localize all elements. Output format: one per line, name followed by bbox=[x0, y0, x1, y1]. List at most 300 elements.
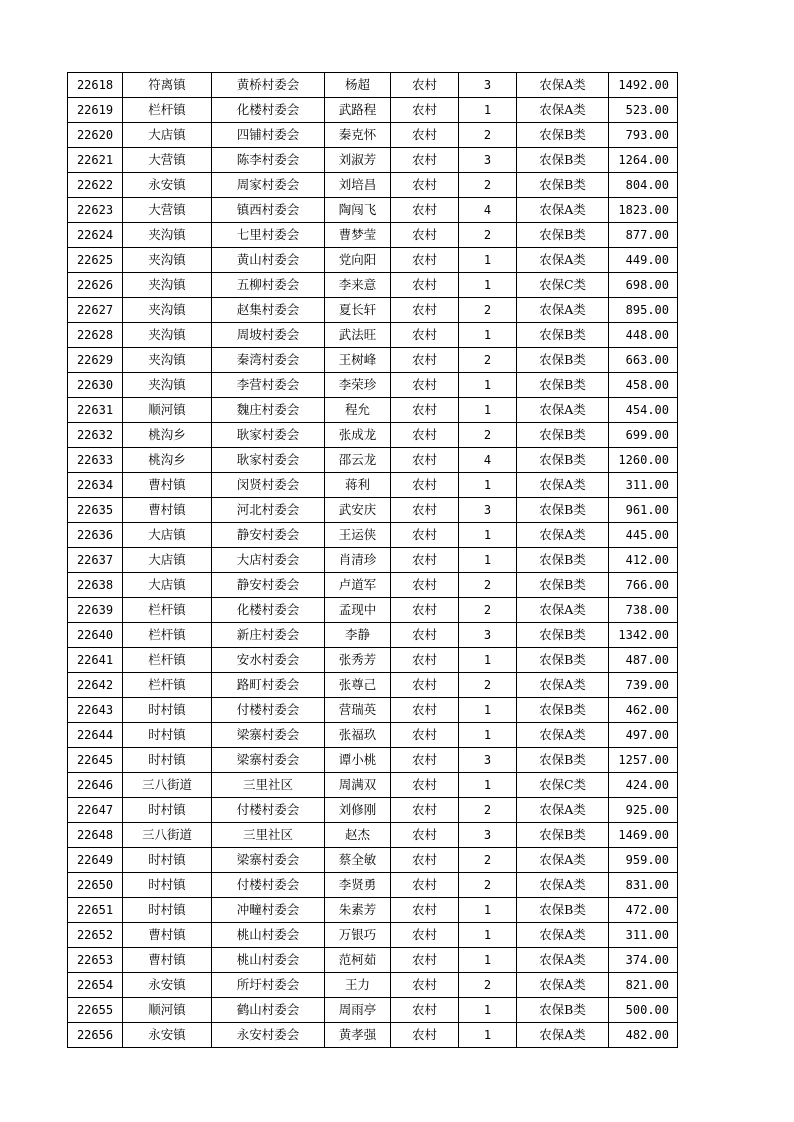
cell-id: 22631 bbox=[68, 398, 123, 423]
cell-amount: 374.00 bbox=[609, 948, 678, 973]
cell-count: 4 bbox=[459, 198, 517, 223]
cell-person: 王力 bbox=[325, 973, 391, 998]
cell-count: 2 bbox=[459, 848, 517, 873]
cell-category: 农保B类 bbox=[517, 323, 609, 348]
cell-id: 22653 bbox=[68, 948, 123, 973]
cell-id: 22636 bbox=[68, 523, 123, 548]
cell-person: 李静 bbox=[325, 623, 391, 648]
table-row bbox=[68, 898, 678, 923]
cell-id: 22644 bbox=[68, 723, 123, 748]
cell-town: 大店镇 bbox=[123, 548, 212, 573]
cell-category: 农保A类 bbox=[517, 848, 609, 873]
cell-count: 2 bbox=[459, 423, 517, 448]
cell-amount: 821.00 bbox=[609, 973, 678, 998]
cell-person: 营瑞英 bbox=[325, 698, 391, 723]
cell-town: 时村镇 bbox=[123, 873, 212, 898]
cell-category: 农保B类 bbox=[517, 173, 609, 198]
cell-category: 农保C类 bbox=[517, 273, 609, 298]
cell-count: 1 bbox=[459, 773, 517, 798]
cell-count: 1 bbox=[459, 473, 517, 498]
cell-person: 张福玖 bbox=[325, 723, 391, 748]
cell-village: 梁寨村委会 bbox=[212, 748, 325, 773]
cell-town: 时村镇 bbox=[123, 848, 212, 873]
table-row bbox=[68, 298, 678, 323]
cell-amount: 311.00 bbox=[609, 923, 678, 948]
cell-village: 付楼村委会 bbox=[212, 873, 325, 898]
table-row bbox=[68, 248, 678, 273]
cell-village: 永安村委会 bbox=[212, 1023, 325, 1048]
cell-area: 农村 bbox=[391, 223, 459, 248]
cell-town: 夹沟镇 bbox=[123, 373, 212, 398]
cell-area: 农村 bbox=[391, 948, 459, 973]
cell-person: 杨超 bbox=[325, 73, 391, 98]
cell-area: 农村 bbox=[391, 623, 459, 648]
cell-area: 农村 bbox=[391, 673, 459, 698]
cell-category: 农保A类 bbox=[517, 198, 609, 223]
table-row bbox=[68, 73, 678, 98]
cell-category: 农保B类 bbox=[517, 348, 609, 373]
cell-person: 刘修刚 bbox=[325, 798, 391, 823]
cell-area: 农村 bbox=[391, 123, 459, 148]
cell-count: 1 bbox=[459, 248, 517, 273]
cell-count: 1 bbox=[459, 98, 517, 123]
cell-town: 时村镇 bbox=[123, 723, 212, 748]
cell-person: 张成龙 bbox=[325, 423, 391, 448]
cell-amount: 738.00 bbox=[609, 598, 678, 623]
cell-town: 永安镇 bbox=[123, 1023, 212, 1048]
table-row bbox=[68, 523, 678, 548]
cell-amount: 472.00 bbox=[609, 898, 678, 923]
cell-area: 农村 bbox=[391, 698, 459, 723]
cell-village: 周坡村委会 bbox=[212, 323, 325, 348]
cell-person: 黄孝强 bbox=[325, 1023, 391, 1048]
cell-count: 2 bbox=[459, 973, 517, 998]
cell-person: 武路程 bbox=[325, 98, 391, 123]
cell-category: 农保B类 bbox=[517, 123, 609, 148]
cell-village: 四铺村委会 bbox=[212, 123, 325, 148]
cell-amount: 458.00 bbox=[609, 373, 678, 398]
cell-count: 2 bbox=[459, 173, 517, 198]
cell-town: 大营镇 bbox=[123, 198, 212, 223]
cell-village: 梁寨村委会 bbox=[212, 848, 325, 873]
cell-village: 三里社区 bbox=[212, 773, 325, 798]
cell-village: 梁寨村委会 bbox=[212, 723, 325, 748]
cell-town: 栏杆镇 bbox=[123, 673, 212, 698]
cell-village: 秦湾村委会 bbox=[212, 348, 325, 373]
cell-id: 22643 bbox=[68, 698, 123, 723]
cell-id: 22628 bbox=[68, 323, 123, 348]
cell-area: 农村 bbox=[391, 373, 459, 398]
table-row bbox=[68, 873, 678, 898]
cell-category: 农保B类 bbox=[517, 548, 609, 573]
cell-person: 王运侠 bbox=[325, 523, 391, 548]
cell-village: 付楼村委会 bbox=[212, 798, 325, 823]
cell-amount: 739.00 bbox=[609, 673, 678, 698]
cell-category: 农保B类 bbox=[517, 998, 609, 1023]
cell-person: 赵杰 bbox=[325, 823, 391, 848]
cell-village: 黄山村委会 bbox=[212, 248, 325, 273]
cell-id: 22650 bbox=[68, 873, 123, 898]
cell-area: 农村 bbox=[391, 148, 459, 173]
cell-village: 新庄村委会 bbox=[212, 623, 325, 648]
table-row bbox=[68, 948, 678, 973]
cell-area: 农村 bbox=[391, 198, 459, 223]
cell-id: 22630 bbox=[68, 373, 123, 398]
cell-person: 范柯茹 bbox=[325, 948, 391, 973]
cell-area: 农村 bbox=[391, 523, 459, 548]
cell-town: 时村镇 bbox=[123, 748, 212, 773]
cell-category: 农保C类 bbox=[517, 773, 609, 798]
cell-person: 万银巧 bbox=[325, 923, 391, 948]
cell-amount: 1342.00 bbox=[609, 623, 678, 648]
cell-count: 2 bbox=[459, 573, 517, 598]
cell-amount: 454.00 bbox=[609, 398, 678, 423]
cell-village: 化楼村委会 bbox=[212, 598, 325, 623]
cell-area: 农村 bbox=[391, 173, 459, 198]
cell-id: 22634 bbox=[68, 473, 123, 498]
cell-category: 农保B类 bbox=[517, 648, 609, 673]
cell-person: 刘淑芳 bbox=[325, 148, 391, 173]
cell-id: 22625 bbox=[68, 248, 123, 273]
table-row bbox=[68, 498, 678, 523]
cell-area: 农村 bbox=[391, 598, 459, 623]
cell-area: 农村 bbox=[391, 448, 459, 473]
cell-area: 农村 bbox=[391, 498, 459, 523]
cell-count: 1 bbox=[459, 398, 517, 423]
cell-town: 栏杆镇 bbox=[123, 648, 212, 673]
cell-town: 桃沟乡 bbox=[123, 423, 212, 448]
cell-area: 农村 bbox=[391, 798, 459, 823]
cell-id: 22637 bbox=[68, 548, 123, 573]
cell-town: 曹村镇 bbox=[123, 473, 212, 498]
cell-town: 夹沟镇 bbox=[123, 223, 212, 248]
table-row bbox=[68, 673, 678, 698]
cell-town: 大店镇 bbox=[123, 523, 212, 548]
cell-amount: 925.00 bbox=[609, 798, 678, 823]
cell-count: 1 bbox=[459, 373, 517, 398]
cell-village: 冲疃村委会 bbox=[212, 898, 325, 923]
cell-count: 1 bbox=[459, 523, 517, 548]
cell-id: 22640 bbox=[68, 623, 123, 648]
cell-person: 武法旺 bbox=[325, 323, 391, 348]
table-row bbox=[68, 548, 678, 573]
cell-village: 耿家村委会 bbox=[212, 423, 325, 448]
table-row bbox=[68, 823, 678, 848]
cell-area: 农村 bbox=[391, 548, 459, 573]
cell-village: 安水村委会 bbox=[212, 648, 325, 673]
cell-town: 永安镇 bbox=[123, 973, 212, 998]
cell-id: 22647 bbox=[68, 798, 123, 823]
table-row bbox=[68, 273, 678, 298]
table-row bbox=[68, 598, 678, 623]
cell-count: 4 bbox=[459, 448, 517, 473]
cell-town: 大营镇 bbox=[123, 148, 212, 173]
cell-village: 三里社区 bbox=[212, 823, 325, 848]
cell-category: 农保B类 bbox=[517, 223, 609, 248]
cell-town: 桃沟乡 bbox=[123, 448, 212, 473]
cell-village: 桃山村委会 bbox=[212, 948, 325, 973]
cell-town: 大店镇 bbox=[123, 123, 212, 148]
cell-amount: 445.00 bbox=[609, 523, 678, 548]
cell-id: 22645 bbox=[68, 748, 123, 773]
cell-id: 22649 bbox=[68, 848, 123, 873]
table-row bbox=[68, 323, 678, 348]
cell-person: 程允 bbox=[325, 398, 391, 423]
cell-area: 农村 bbox=[391, 723, 459, 748]
cell-count: 2 bbox=[459, 123, 517, 148]
cell-area: 农村 bbox=[391, 98, 459, 123]
table-row bbox=[68, 1023, 678, 1048]
cell-person: 朱素芳 bbox=[325, 898, 391, 923]
cell-amount: 1260.00 bbox=[609, 448, 678, 473]
cell-count: 2 bbox=[459, 223, 517, 248]
cell-person: 张尊己 bbox=[325, 673, 391, 698]
cell-amount: 448.00 bbox=[609, 323, 678, 348]
cell-id: 22651 bbox=[68, 898, 123, 923]
table-row bbox=[68, 773, 678, 798]
cell-count: 1 bbox=[459, 998, 517, 1023]
cell-category: 农保B类 bbox=[517, 823, 609, 848]
cell-category: 农保A类 bbox=[517, 248, 609, 273]
cell-village: 七里村委会 bbox=[212, 223, 325, 248]
table-row bbox=[68, 398, 678, 423]
cell-count: 1 bbox=[459, 548, 517, 573]
cell-category: 农保B类 bbox=[517, 498, 609, 523]
cell-town: 栏杆镇 bbox=[123, 598, 212, 623]
table-row bbox=[68, 123, 678, 148]
cell-id: 22648 bbox=[68, 823, 123, 848]
cell-town: 时村镇 bbox=[123, 698, 212, 723]
cell-person: 刘培昌 bbox=[325, 173, 391, 198]
cell-area: 农村 bbox=[391, 748, 459, 773]
cell-village: 赵集村委会 bbox=[212, 298, 325, 323]
cell-person: 陶闯飞 bbox=[325, 198, 391, 223]
cell-category: 农保B类 bbox=[517, 423, 609, 448]
cell-village: 桃山村委会 bbox=[212, 923, 325, 948]
cell-amount: 412.00 bbox=[609, 548, 678, 573]
cell-amount: 487.00 bbox=[609, 648, 678, 673]
cell-category: 农保A类 bbox=[517, 923, 609, 948]
cell-count: 3 bbox=[459, 748, 517, 773]
table-row bbox=[68, 973, 678, 998]
cell-person: 武安庆 bbox=[325, 498, 391, 523]
cell-amount: 424.00 bbox=[609, 773, 678, 798]
cell-category: 农保A类 bbox=[517, 298, 609, 323]
cell-amount: 961.00 bbox=[609, 498, 678, 523]
cell-person: 肖清珍 bbox=[325, 548, 391, 573]
cell-category: 农保A类 bbox=[517, 723, 609, 748]
cell-count: 3 bbox=[459, 498, 517, 523]
cell-town: 三八街道 bbox=[123, 823, 212, 848]
cell-category: 农保B类 bbox=[517, 148, 609, 173]
cell-category: 农保B类 bbox=[517, 448, 609, 473]
cell-count: 1 bbox=[459, 698, 517, 723]
cell-amount: 699.00 bbox=[609, 423, 678, 448]
table-row bbox=[68, 198, 678, 223]
cell-count: 2 bbox=[459, 798, 517, 823]
cell-id: 22620 bbox=[68, 123, 123, 148]
cell-person: 秦克怀 bbox=[325, 123, 391, 148]
cell-amount: 311.00 bbox=[609, 473, 678, 498]
cell-town: 夹沟镇 bbox=[123, 298, 212, 323]
cell-town: 时村镇 bbox=[123, 798, 212, 823]
cell-amount: 462.00 bbox=[609, 698, 678, 723]
cell-category: 农保A类 bbox=[517, 398, 609, 423]
cell-person: 邵云龙 bbox=[325, 448, 391, 473]
cell-amount: 831.00 bbox=[609, 873, 678, 898]
cell-count: 3 bbox=[459, 623, 517, 648]
cell-area: 农村 bbox=[391, 823, 459, 848]
cell-area: 农村 bbox=[391, 73, 459, 98]
cell-village: 所圩村委会 bbox=[212, 973, 325, 998]
cell-category: 农保A类 bbox=[517, 873, 609, 898]
cell-amount: 793.00 bbox=[609, 123, 678, 148]
cell-amount: 500.00 bbox=[609, 998, 678, 1023]
cell-amount: 449.00 bbox=[609, 248, 678, 273]
cell-amount: 1264.00 bbox=[609, 148, 678, 173]
cell-id: 22626 bbox=[68, 273, 123, 298]
table-row bbox=[68, 448, 678, 473]
cell-id: 22623 bbox=[68, 198, 123, 223]
cell-id: 22655 bbox=[68, 998, 123, 1023]
cell-town: 符离镇 bbox=[123, 73, 212, 98]
records-table bbox=[67, 72, 678, 1048]
cell-area: 农村 bbox=[391, 323, 459, 348]
cell-id: 22642 bbox=[68, 673, 123, 698]
table-row bbox=[68, 698, 678, 723]
cell-amount: 877.00 bbox=[609, 223, 678, 248]
cell-id: 22629 bbox=[68, 348, 123, 373]
cell-id: 22627 bbox=[68, 298, 123, 323]
cell-town: 夹沟镇 bbox=[123, 273, 212, 298]
cell-count: 1 bbox=[459, 323, 517, 348]
cell-town: 顺河镇 bbox=[123, 398, 212, 423]
table-row bbox=[68, 573, 678, 598]
cell-amount: 1469.00 bbox=[609, 823, 678, 848]
cell-count: 2 bbox=[459, 348, 517, 373]
cell-category: 农保A类 bbox=[517, 98, 609, 123]
cell-area: 农村 bbox=[391, 473, 459, 498]
cell-id: 22619 bbox=[68, 98, 123, 123]
cell-area: 农村 bbox=[391, 1023, 459, 1048]
cell-area: 农村 bbox=[391, 348, 459, 373]
cell-count: 1 bbox=[459, 648, 517, 673]
cell-count: 3 bbox=[459, 148, 517, 173]
cell-id: 22632 bbox=[68, 423, 123, 448]
cell-village: 周家村委会 bbox=[212, 173, 325, 198]
cell-person: 孟现中 bbox=[325, 598, 391, 623]
table-row bbox=[68, 173, 678, 198]
cell-amount: 959.00 bbox=[609, 848, 678, 873]
cell-count: 1 bbox=[459, 273, 517, 298]
cell-amount: 482.00 bbox=[609, 1023, 678, 1048]
cell-village: 五柳村委会 bbox=[212, 273, 325, 298]
cell-count: 3 bbox=[459, 823, 517, 848]
cell-town: 曹村镇 bbox=[123, 948, 212, 973]
cell-village: 河北村委会 bbox=[212, 498, 325, 523]
cell-id: 22639 bbox=[68, 598, 123, 623]
cell-amount: 1257.00 bbox=[609, 748, 678, 773]
cell-count: 1 bbox=[459, 723, 517, 748]
cell-count: 1 bbox=[459, 948, 517, 973]
cell-count: 1 bbox=[459, 1023, 517, 1048]
table-row bbox=[68, 98, 678, 123]
cell-area: 农村 bbox=[391, 848, 459, 873]
cell-village: 魏庄村委会 bbox=[212, 398, 325, 423]
cell-category: 农保A类 bbox=[517, 473, 609, 498]
cell-id: 22652 bbox=[68, 923, 123, 948]
cell-town: 永安镇 bbox=[123, 173, 212, 198]
cell-amount: 663.00 bbox=[609, 348, 678, 373]
cell-area: 农村 bbox=[391, 398, 459, 423]
table-row bbox=[68, 423, 678, 448]
cell-village: 陈李村委会 bbox=[212, 148, 325, 173]
cell-person: 周雨亭 bbox=[325, 998, 391, 1023]
cell-amount: 523.00 bbox=[609, 98, 678, 123]
cell-village: 大店村委会 bbox=[212, 548, 325, 573]
cell-town: 曹村镇 bbox=[123, 923, 212, 948]
cell-area: 农村 bbox=[391, 923, 459, 948]
cell-category: 农保A类 bbox=[517, 1023, 609, 1048]
cell-village: 化楼村委会 bbox=[212, 98, 325, 123]
table-row bbox=[68, 723, 678, 748]
cell-id: 22635 bbox=[68, 498, 123, 523]
cell-area: 农村 bbox=[391, 248, 459, 273]
cell-person: 李贤勇 bbox=[325, 873, 391, 898]
cell-person: 谭小桃 bbox=[325, 748, 391, 773]
cell-category: 农保A类 bbox=[517, 948, 609, 973]
cell-village: 闵贤村委会 bbox=[212, 473, 325, 498]
records-table-body bbox=[68, 73, 678, 1048]
cell-village: 耿家村委会 bbox=[212, 448, 325, 473]
table-row bbox=[68, 223, 678, 248]
cell-person: 周满双 bbox=[325, 773, 391, 798]
cell-count: 2 bbox=[459, 598, 517, 623]
cell-category: 农保B类 bbox=[517, 898, 609, 923]
cell-amount: 497.00 bbox=[609, 723, 678, 748]
cell-count: 1 bbox=[459, 898, 517, 923]
table-row bbox=[68, 848, 678, 873]
cell-category: 农保A类 bbox=[517, 798, 609, 823]
cell-person: 党向阳 bbox=[325, 248, 391, 273]
cell-category: 农保A类 bbox=[517, 73, 609, 98]
cell-id: 22624 bbox=[68, 223, 123, 248]
cell-person: 蔡全敏 bbox=[325, 848, 391, 873]
cell-category: 农保B类 bbox=[517, 623, 609, 648]
cell-category: 农保B类 bbox=[517, 373, 609, 398]
cell-amount: 895.00 bbox=[609, 298, 678, 323]
cell-count: 2 bbox=[459, 298, 517, 323]
cell-count: 3 bbox=[459, 73, 517, 98]
cell-village: 路町村委会 bbox=[212, 673, 325, 698]
cell-id: 22638 bbox=[68, 573, 123, 598]
table-row bbox=[68, 373, 678, 398]
cell-id: 22654 bbox=[68, 973, 123, 998]
cell-person: 夏长轩 bbox=[325, 298, 391, 323]
cell-count: 1 bbox=[459, 923, 517, 948]
cell-town: 夹沟镇 bbox=[123, 323, 212, 348]
cell-amount: 766.00 bbox=[609, 573, 678, 598]
table-row bbox=[68, 473, 678, 498]
cell-id: 22618 bbox=[68, 73, 123, 98]
table-row bbox=[68, 148, 678, 173]
cell-area: 农村 bbox=[391, 648, 459, 673]
cell-area: 农村 bbox=[391, 998, 459, 1023]
cell-village: 付楼村委会 bbox=[212, 698, 325, 723]
cell-id: 22656 bbox=[68, 1023, 123, 1048]
table-row bbox=[68, 348, 678, 373]
cell-person: 卢道军 bbox=[325, 573, 391, 598]
